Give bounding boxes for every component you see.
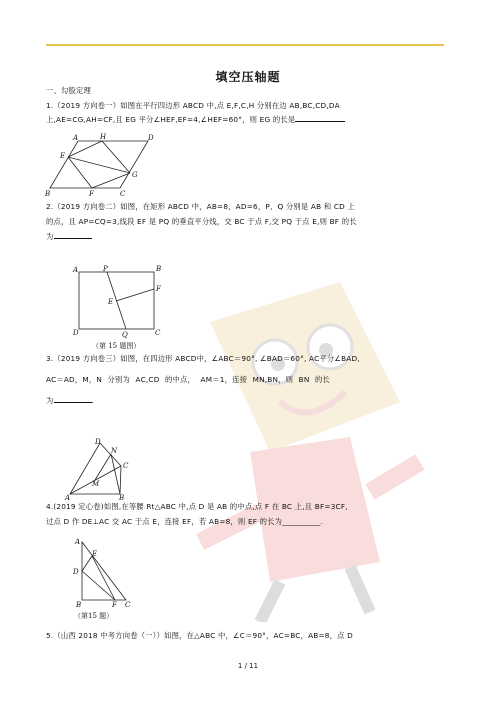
q2-label-f: F (156, 285, 161, 293)
q1-label-e: E (60, 152, 66, 160)
q4-label-d: D (73, 568, 79, 576)
q4-label-e: E (92, 550, 98, 558)
q1-label-g: G (132, 171, 138, 179)
q1-line2 (46, 113, 450, 127)
q2-label-c: C (155, 329, 161, 337)
q2-label-a: A (73, 266, 79, 274)
q3-line1: 3.（2019 方向卷三）如图，在四边形 ABCD中，∠ABC＝90°, ∠BAD＝60°, AC平分∠BAD, (46, 354, 360, 363)
q3-label-a: A (65, 494, 71, 500)
q3-figure (64, 436, 144, 500)
q2-label-e: E (108, 298, 114, 306)
q3-label-b: B (119, 494, 125, 500)
q2-figure (70, 264, 170, 354)
q4-line2: 过点 D 作 DE⊥AC 交 AC 于点 E，连接 EF，若 AB=8，则 EF 的长为__________. (46, 517, 324, 526)
q1-label-h: H (100, 133, 107, 141)
q4-figure (68, 536, 148, 620)
q2-label-p: P (103, 265, 108, 273)
q3-label-d: D (95, 438, 101, 446)
q3-line2: AC＝AD，M，N 分别为 AC,CD 的中点， AM＝1，连接 MN,BN，则 BN 的长 (46, 375, 331, 384)
q3-label-c: C (123, 462, 129, 470)
q2-label-b: B (156, 265, 162, 273)
section-heading: 一、勾股定理 (46, 86, 91, 95)
q4-label-b: B (76, 601, 82, 609)
q2-line1: 2.（2019 方向卷二）如图，在矩形 ABCD 中，AB=8，AD=6，P、Q 分别是 AB 和 CD 上 (46, 202, 355, 211)
q3-label-m: M (92, 480, 100, 488)
q1-line1: 1.（2019 方向卷一）如图在平行四边形 ABCD 中,点 E,F,C,H 分别在边 AB,BC,CD,DA (46, 101, 340, 110)
q1-label-f: F (89, 190, 94, 198)
q1-label-c: C (120, 190, 126, 198)
q3-line3-text: 为 (46, 396, 54, 405)
answer-blank (295, 113, 345, 122)
q2-caption: （第 15 题图） (92, 342, 141, 350)
q1-figure (44, 133, 154, 199)
q2-label-d: D (73, 329, 79, 337)
q2-line3 (46, 230, 450, 244)
q5-line1: 5.（山西 2018 中考方向卷（一））如图，在△ABC 中，∠C＝90°，AC=BC，AB=8，点 D (46, 631, 353, 640)
q4-caption: （第15 题） (74, 612, 114, 620)
q2-line3-text: 为 (46, 232, 54, 241)
q4-label-c: C (125, 601, 131, 609)
answer-blank (54, 230, 92, 239)
answer-blank (54, 394, 92, 403)
q4-line1: 4.(2019 定心卷)如图,在等腰 Rt△ABC 中,点 D 是 AB 的中点,点 F 在 BC 上,且 BF=3CF, (46, 502, 348, 511)
q2-line2: 的点，且 AP=CQ=3,线段 EF 是 PQ 的垂直平分线，交 BC 于点 F,交 PQ 于点 E,则 BF 的长 (46, 217, 357, 226)
q3-line3: 为 . (46, 396, 95, 405)
q1-label-a: A (73, 134, 79, 142)
q3-label-n: N (111, 447, 118, 455)
q2-label-q: Q (122, 331, 128, 339)
q1-line2-text: 上,AE=CG,AH=CF,且 EG 平分∠HEF,EF=4,∠HEF=60°，则 EG 的长是 (46, 115, 296, 124)
q4-label-a: A (75, 538, 81, 546)
cartoon-watermark (180, 262, 430, 622)
page-number: 1 / 11 (237, 662, 259, 670)
q1-label-b: B (45, 190, 51, 198)
header-rule (46, 44, 444, 46)
q1-label-d: D (148, 134, 154, 142)
q4-label-f: F (112, 601, 117, 609)
page-title: 填空压轴题 (215, 70, 281, 84)
